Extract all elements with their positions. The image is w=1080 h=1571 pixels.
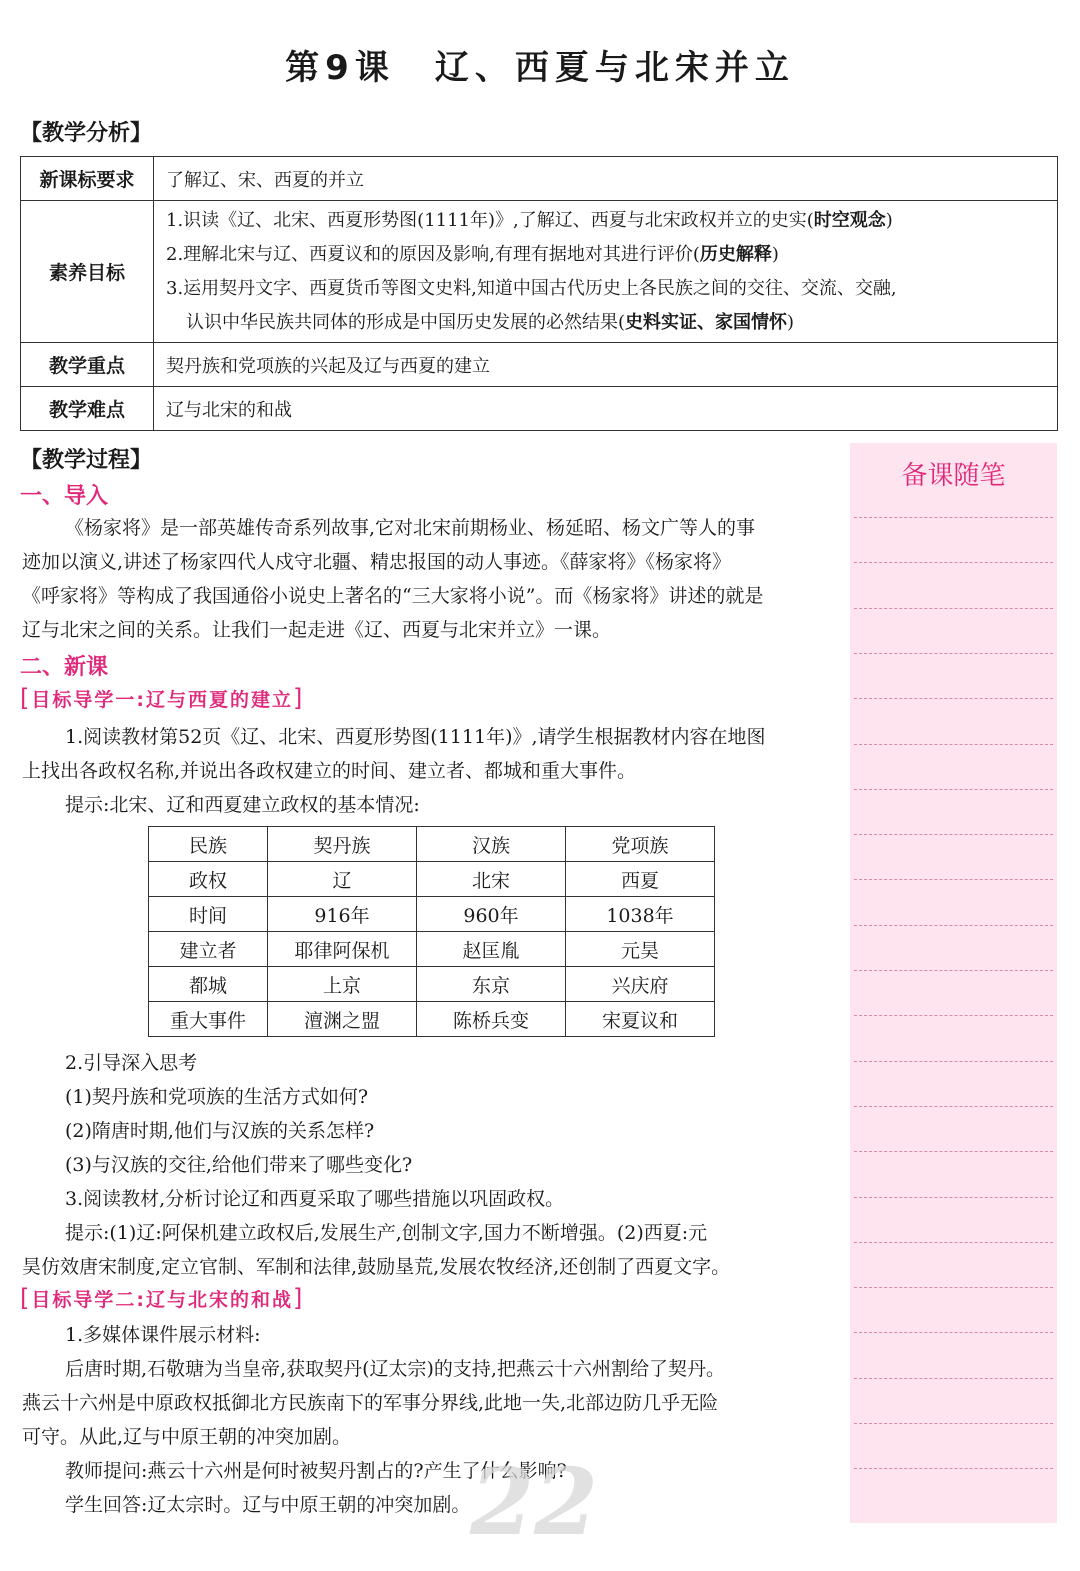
intro-line: 《呼家将》等构成了我国通俗小说史上著名的“三大家将小说”。而《杨家将》讲述的就是: [22, 585, 764, 607]
goal-2-text: [22, 1318, 842, 1522]
process-heading: 【教学过程】: [20, 448, 153, 473]
literacy-goals: [154, 201, 1058, 343]
notes-ruling-line: [854, 1332, 1053, 1333]
goal-1-label: [目标导学一:辽与西夏的建立]: [20, 684, 305, 712]
regime-table-row: [149, 932, 715, 967]
regime-table-cell: 1038年: [566, 897, 715, 932]
notes-ruling-line: [854, 879, 1053, 880]
regime-table-cell: 960年: [417, 897, 566, 932]
hint-line: 昊仿效唐宋制度,定立官制、军制和法律,鼓励垦荒,发展农牧经济,还创制了西夏文字。: [22, 1256, 731, 1278]
intro-line: 辽与北宋之间的关系。让我们一起走进《辽、西夏与北宋并立》一课。: [22, 619, 612, 641]
difficulty-text: 辽与北宋的和战: [154, 387, 1058, 431]
notes-ruling-line: [854, 834, 1053, 835]
key-label: 教学重点: [21, 343, 154, 387]
intro-heading: 一、导入: [20, 484, 109, 509]
regime-table-cell: 赵匡胤: [417, 932, 566, 967]
regime-table-cell: 党项族: [566, 827, 715, 862]
think-text: [22, 1046, 842, 1284]
goal-1-line: 上找出各政权名称,并说出各政权建立的时间、建立者、都城和重大事件。: [22, 760, 637, 782]
regime-info-table: [148, 826, 715, 1037]
notes-ruling-line: [854, 608, 1053, 609]
literacy-label: 素养目标: [21, 201, 154, 343]
regime-table-cell: 北宋: [417, 862, 566, 897]
regime-table-cell: 辽: [268, 862, 417, 897]
notes-ruling-line: [854, 1242, 1053, 1243]
regime-table-cell: 政权: [149, 862, 268, 897]
goal-2-line: 后唐时期,石敬瑭为当皇帝,获取契丹(辽太宗)的支持,把燕云十六州割给了契丹。: [65, 1358, 725, 1380]
regime-table-row: [149, 827, 715, 862]
hint-line: 提示:(1)辽:阿保机建立政权后,发展生产,创制文字,国力不断增强。(2)西夏:元: [65, 1222, 708, 1244]
think-line: (2)隋唐时期,他们与汉族的关系怎样?: [65, 1120, 375, 1142]
notes-ruling-line: [854, 1151, 1053, 1152]
regime-table-cell: 民族: [149, 827, 268, 862]
goal-2-label: [目标导学二:辽与北宋的和战]: [20, 1284, 305, 1312]
regime-table-cell: 上京: [268, 967, 417, 1002]
page-title: [0, 40, 1080, 89]
regime-table-cell: 兴庆府: [566, 967, 715, 1002]
notes-ruling-line: [854, 1287, 1053, 1288]
notes-ruling-line: [854, 698, 1053, 699]
analysis-heading: 【教学分析】: [20, 121, 153, 146]
goal-2-line: 教师提问:燕云十六州是何时被契丹割占的?产生了什么影响?: [65, 1460, 567, 1482]
lesson-number: 第9课: [285, 48, 395, 88]
notes-ruling-line: [854, 1378, 1053, 1379]
notes-title: 备课随笔: [901, 461, 1006, 491]
regime-table-row: [149, 1002, 715, 1037]
notes-ruling-line: [854, 1106, 1053, 1107]
regime-table-row: [149, 862, 715, 897]
goal-2-line: 1.多媒体课件展示材料:: [65, 1324, 261, 1346]
regime-table-cell: 契丹族: [268, 827, 417, 862]
regime-table-cell: 都城: [149, 967, 268, 1002]
regime-table-cell: 耶律阿保机: [268, 932, 417, 967]
goal-1-line: 1.阅读教材第52页《辽、北宋、西夏形势图(1111年)》,请学生根据教材内容在地图: [65, 726, 766, 748]
intro-text: [22, 511, 842, 647]
regime-table-cell: 时间: [149, 897, 268, 932]
lesson-notes-panel: [850, 443, 1057, 1523]
notes-ruling-line: [854, 789, 1053, 790]
regime-table-cell: 汉族: [417, 827, 566, 862]
notes-ruling-line: [854, 653, 1053, 654]
think-line: 2.引导深入思考: [65, 1052, 198, 1074]
page-number: 22: [470, 1448, 599, 1556]
notes-ruling-line: [854, 970, 1053, 971]
new-lesson-heading: 二、新课: [20, 655, 109, 680]
regime-table-cell: 元昊: [566, 932, 715, 967]
regime-table-cell: 建立者: [149, 932, 268, 967]
key-text: 契丹族和党项族的兴起及辽与西夏的建立: [154, 343, 1058, 387]
notes-ruling-line: [854, 517, 1053, 518]
regime-table-row: [149, 967, 715, 1002]
think-line: (3)与汉族的交往,给他们带来了哪些变化?: [65, 1154, 413, 1176]
standard-label: 新课标要求: [21, 157, 154, 201]
regime-table-cell: 东京: [417, 967, 566, 1002]
analysis-table: [20, 156, 1058, 431]
lesson-name: 辽、西夏与北宋并立: [434, 48, 795, 88]
regime-table-cell: 澶渊之盟: [268, 1002, 417, 1037]
intro-line: 迹加以演义,讲述了杨家四代人戍守北疆、精忠报国的动人事迹。《薛家将》《杨家将》: [22, 551, 732, 573]
notes-ruling-line: [854, 1468, 1053, 1469]
difficulty-label: 教学难点: [21, 387, 154, 431]
regime-table-cell: 宋夏议和: [566, 1002, 715, 1037]
goal-2-line: 燕云十六州是中原政权抵御北方民族南下的军事分界线,此地一失,北部边防几乎无险: [22, 1392, 719, 1414]
goal-2-line: 可守。从此,辽与中原王朝的冲突加剧。: [22, 1426, 352, 1448]
standard-text: 了解辽、宋、西夏的并立: [154, 157, 1058, 201]
literacy-goal-2: 2.理解北宋与辽、西夏议和的原因及影响,有理有据地对其进行评价(历史解释): [166, 243, 779, 265]
literacy-goal-3: 3.运用契丹文字、西夏货币等图文史料,知道中国古代历史上各民族之间的交往、交流、交融,: [166, 277, 897, 299]
literacy-goal-3-cont: 认识中华民族共同体的形成是中国历史发展的必然结果(史料实证、家国情怀): [186, 311, 795, 333]
think-line: (1)契丹族和党项族的生活方式如何?: [65, 1086, 369, 1108]
notes-ruling-line: [854, 744, 1053, 745]
notes-ruling-line: [854, 562, 1053, 563]
notes-ruling-line: [854, 1061, 1053, 1062]
regime-table-cell: 西夏: [566, 862, 715, 897]
notes-ruling-line: [854, 1197, 1053, 1198]
regime-table-cell: 916年: [268, 897, 417, 932]
goal-1-text: [22, 720, 842, 822]
goal-1-line: 提示:北宋、辽和西夏建立政权的基本情况:: [65, 794, 420, 816]
regime-table-row: [149, 897, 715, 932]
literacy-goal-1: 1.识读《辽、北宋、西夏形势图(1111年)》,了解辽、西夏与北宋政权并立的史实(时空观念): [166, 209, 893, 231]
notes-ruling-line: [854, 925, 1053, 926]
regime-table-cell: 重大事件: [149, 1002, 268, 1037]
intro-line: 《杨家将》是一部英雄传奇系列故事,它对北宋前期杨业、杨延昭、杨文广等人的事: [65, 517, 756, 539]
notes-ruling-line: [854, 1423, 1053, 1424]
goal-2-line: 学生回答:辽太宗时。辽与中原王朝的冲突加剧。: [65, 1494, 471, 1516]
think-line: 3.阅读教材,分析讨论辽和西夏采取了哪些措施以巩固政权。: [65, 1188, 565, 1210]
notes-ruling-line: [854, 1015, 1053, 1016]
regime-table-cell: 陈桥兵变: [417, 1002, 566, 1037]
